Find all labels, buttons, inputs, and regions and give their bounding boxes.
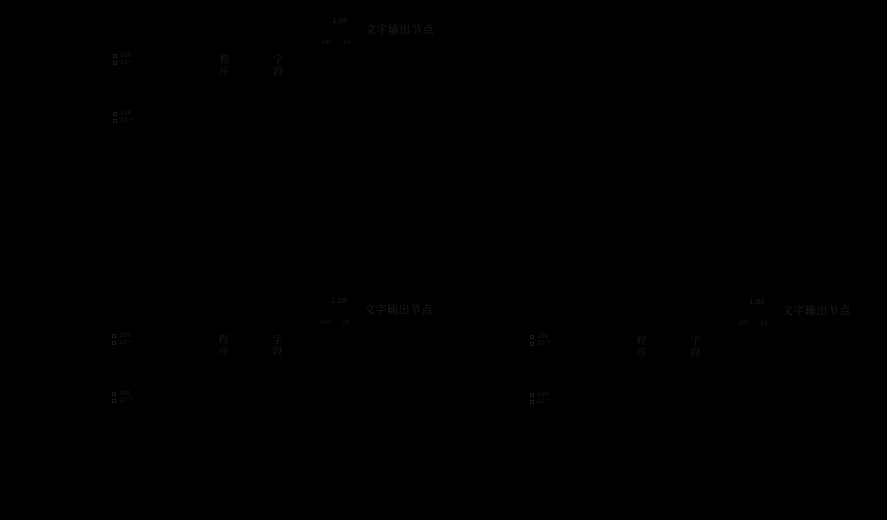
tick-label: 10 [760, 320, 768, 327]
tick-label: 10⁴ [320, 319, 331, 326]
port-icon[interactable] [530, 400, 534, 404]
port-group-top [113, 53, 133, 66]
port-line [113, 118, 133, 124]
tick-label: 10 [342, 319, 350, 326]
port-label: 10⁻⁵ [537, 398, 551, 405]
port-icon[interactable] [112, 334, 116, 338]
node-value: 1.00 [332, 17, 348, 25]
port-icon[interactable] [530, 393, 534, 397]
port-icon[interactable] [530, 342, 534, 346]
port-label: 10⁻⁵ [537, 340, 551, 347]
port-group-bottom [113, 111, 133, 124]
vertical-label-field: 字段 [271, 54, 282, 78]
node-text-output[interactable] [530, 298, 852, 410]
port-line [530, 399, 550, 405]
port-label: 10⁻⁵ [120, 117, 134, 124]
node-title: 文字输出节点 [782, 304, 851, 317]
port-label: 100 [119, 390, 131, 397]
port-line [530, 341, 550, 347]
port-icon[interactable] [112, 392, 116, 396]
node-ticks [738, 320, 768, 327]
node-ticks [321, 39, 351, 46]
vertical-label-program: 程序 [216, 334, 227, 358]
port-icon[interactable] [113, 112, 117, 116]
port-label: 100 [537, 333, 549, 340]
port-label: 10⁻⁵ [119, 339, 133, 346]
node-ticks [320, 319, 350, 326]
tick-label: 10⁴ [321, 39, 332, 46]
port-label: 100 [537, 391, 549, 398]
port-icon[interactable] [530, 335, 534, 339]
vertical-label-program: 程序 [217, 54, 228, 78]
port-icon[interactable] [113, 54, 117, 58]
port-label: 100 [119, 332, 131, 339]
vertical-label-field: 字段 [688, 335, 699, 359]
port-icon[interactable] [113, 119, 117, 123]
node-value: 1.00 [749, 298, 765, 306]
node-text-output[interactable] [113, 17, 435, 129]
port-line [113, 60, 133, 66]
port-group-bottom [112, 391, 132, 404]
port-label: 100 [120, 52, 132, 59]
port-icon[interactable] [112, 399, 116, 403]
vertical-label-program: 程序 [634, 335, 645, 359]
tick-label: 10⁴ [738, 320, 749, 327]
port-icon[interactable] [113, 61, 117, 65]
port-label: 100 [120, 110, 132, 117]
port-line [112, 398, 132, 404]
port-group-bottom [530, 392, 550, 405]
port-group-top [530, 334, 550, 347]
node-text-output[interactable] [112, 297, 434, 409]
node-title: 文字输出节点 [365, 23, 434, 36]
vertical-label-field: 字段 [270, 334, 281, 358]
port-line [112, 340, 132, 346]
port-group-top [112, 333, 132, 346]
port-label: 10⁻⁵ [119, 397, 133, 404]
port-label: 10⁻⁵ [120, 59, 134, 66]
port-icon[interactable] [112, 341, 116, 345]
node-value: 1.00 [331, 297, 347, 305]
tick-label: 10 [343, 39, 351, 46]
node-title: 文字输出节点 [364, 303, 433, 316]
